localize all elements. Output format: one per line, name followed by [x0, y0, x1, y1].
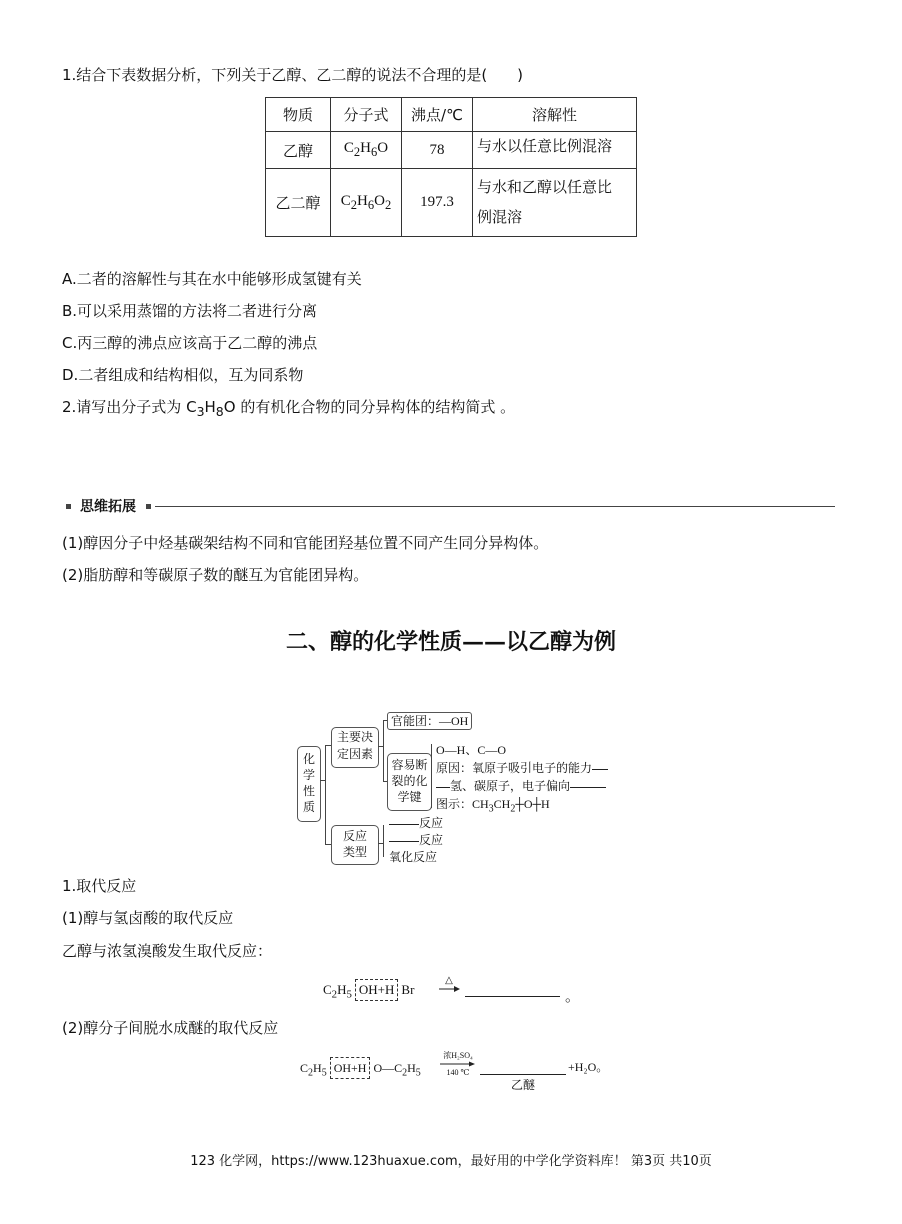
eq-text: C [300, 1061, 309, 1075]
q2-sub: 8 [215, 404, 224, 419]
bond-line-1: O—H、C—O [436, 743, 507, 757]
extension-point-2: (2)脂肪醇和等碳原子数的醚互为官能团异构。 [62, 566, 369, 584]
fill-blank [570, 786, 606, 788]
eq-text: O—C [373, 1061, 403, 1075]
connector [383, 720, 384, 782]
formula-part: C [340, 192, 351, 209]
table-row [266, 169, 637, 237]
table-header-cell: 物质 [266, 98, 331, 132]
table-cell-solubility [473, 169, 637, 237]
bond-sub: 3 [488, 803, 494, 815]
functional-group: 官能团：—OH [387, 712, 472, 730]
bond-line-4 [436, 796, 550, 817]
table-cell-formula [331, 169, 402, 237]
box-line: 学键 [397, 790, 422, 804]
reaction-type-1 [389, 815, 443, 831]
bond-sub: 2 [510, 803, 516, 815]
substitution-sub2-title: (2)醇分子间脱水成醚的取代反应 [62, 1019, 279, 1037]
eq-sub: 5 [321, 1067, 327, 1079]
table-header-cell: 溶解性 [473, 98, 637, 132]
connector [325, 745, 326, 845]
box-line: 定因素 [336, 747, 373, 761]
formula-part: H [357, 192, 368, 209]
eq2-condition-bottom: 140 ℃ [446, 1068, 470, 1077]
eq-text: C [323, 982, 332, 997]
eq-dashed-box: OH+H [355, 979, 399, 1001]
reaction-arrow-icon [440, 1061, 476, 1067]
eq-dashed-box: OH+H [330, 1057, 371, 1079]
bond-line-3 [436, 778, 606, 794]
bond-text: 图示：CH [436, 797, 489, 811]
extension-heading: 思维拓展 [80, 499, 136, 515]
reaction-text: 反应 [419, 833, 444, 847]
root-char: 化 [302, 752, 315, 766]
root-char: 性 [302, 784, 315, 798]
solubility-line: 与水和乙醇以任意比 [477, 178, 613, 196]
eq-text: H [407, 1061, 416, 1075]
heading-bullet-icon [66, 504, 71, 509]
heading-bullet-icon [146, 504, 151, 509]
equation-2 [300, 1057, 421, 1083]
formula-part: O [377, 140, 389, 156]
diagram-root [297, 746, 321, 822]
option-a: A.二者的溶解性与其在水中能够形成氢键有关 [62, 270, 362, 288]
eq2-end: +H₂O。 [568, 1060, 609, 1074]
formula-sub: 2 [350, 197, 358, 212]
section-title: 二、醇的化学性质——以乙醇为例 [285, 629, 616, 655]
formula-part: O [374, 192, 385, 209]
eq2-condition-top: 浓H₂SO₄ [443, 1051, 473, 1060]
eq2-product-label: 乙醚 [510, 1078, 535, 1092]
diagram-factor-box [331, 727, 379, 768]
heading-divider [155, 506, 835, 507]
equation-1 [323, 979, 414, 1005]
reaction-type-3: 氧化反应 [389, 850, 438, 864]
box-line: 类型 [342, 845, 367, 859]
fill-blank [389, 840, 419, 842]
eq-sub: 5 [346, 988, 352, 1001]
table-header-cell: 沸点/℃ [402, 98, 473, 132]
root-char: 学 [302, 768, 315, 782]
substitution-sub1-desc: 乙醇与浓氢溴酸发生取代反应： [62, 942, 273, 960]
formula-sub: 2 [353, 145, 361, 159]
root-char: 质 [302, 800, 315, 814]
table-header-cell: 分子式 [331, 98, 402, 132]
option-d: D.二者组成和结构相似，互为同系物 [62, 366, 304, 384]
solubility-line: 例混溶 [477, 208, 523, 226]
q2-sub: 3 [196, 404, 205, 419]
table-row [266, 132, 637, 169]
eq-text: H [313, 1061, 322, 1075]
bond-line-2 [436, 760, 608, 776]
option-b: B.可以采用蒸馏的方法将二者进行分离 [62, 302, 318, 320]
q2-text: 2.请写出分子式为 C [62, 398, 197, 416]
properties-table [265, 97, 637, 237]
eq1-end: 。 [565, 987, 581, 1005]
diagram-bond-box [387, 753, 432, 811]
q2-text: H [204, 398, 216, 416]
bond-text: CH [493, 797, 511, 811]
reaction-text: 反应 [419, 816, 444, 830]
box-line: 反应 [342, 829, 367, 843]
eq-text: Br [401, 982, 415, 997]
extension-point-1: (1)醇因分子中烃基碳架结构不同和官能团羟基位置不同产生同分异构体。 [62, 534, 549, 552]
reaction-type-2 [389, 832, 443, 848]
reaction-arrow-icon [439, 985, 461, 993]
eq-sub: 2 [402, 1067, 408, 1079]
answer-blank [480, 1074, 566, 1075]
fill-blank [389, 823, 419, 825]
bond-text: 原因：氧原子吸引电子的能力 [436, 761, 593, 775]
eq-sub: 2 [308, 1067, 314, 1079]
box-line: 容易断 [391, 758, 428, 772]
table-cell-substance: 乙二醇 [266, 169, 331, 237]
bond-text: 氢、碳原子，电子偏向 [450, 779, 571, 793]
connector [383, 825, 384, 857]
bond-text: ┼O┼H [515, 797, 550, 811]
formula-part: H [360, 140, 371, 156]
table-cell-formula [331, 132, 402, 169]
eq-text: H [337, 982, 347, 997]
box-line: 裂的化 [391, 774, 428, 788]
eq-sub: 2 [331, 988, 338, 1001]
q2-text: O 的有机化合物的同分异构体的结构简式 。 [223, 398, 516, 416]
option-c: C.丙三醇的沸点应该高于乙二醇的沸点 [62, 334, 318, 352]
eq-sub: 5 [415, 1067, 421, 1079]
box-line: 主要决 [336, 730, 373, 744]
formula-sub: 6 [367, 197, 375, 212]
substitution-sub1-title: (1)醇与氢卤酸的取代反应 [62, 909, 234, 927]
question-2 [62, 396, 515, 423]
eq1-condition: △ [445, 975, 453, 986]
connector [431, 744, 432, 808]
table-cell-bp: 197.3 [402, 169, 473, 237]
page-footer: 123 化学网，https://www.123huaxue.com，最好用的中学化学资料库！ 第3页 共10页 [190, 1154, 712, 1169]
question-1-stem: 1.结合下表数据分析，下列关于乙醇、乙二醇的说法不合理的是( ) [62, 66, 524, 84]
fill-blank [436, 786, 450, 788]
formula-sub: 6 [371, 145, 378, 159]
diagram-reaction-box [331, 825, 379, 865]
table-cell-bp: 78 [402, 132, 473, 169]
formula-sub: 2 [384, 197, 392, 212]
table-cell-solubility: 与水以任意比例混溶 [473, 132, 637, 169]
table-cell-substance: 乙醇 [266, 132, 331, 169]
formula-part: C [343, 140, 354, 156]
table-header-row [266, 98, 637, 132]
fill-blank [592, 768, 608, 770]
substitution-title: 1.取代反应 [62, 877, 137, 895]
answer-blank [465, 996, 560, 997]
